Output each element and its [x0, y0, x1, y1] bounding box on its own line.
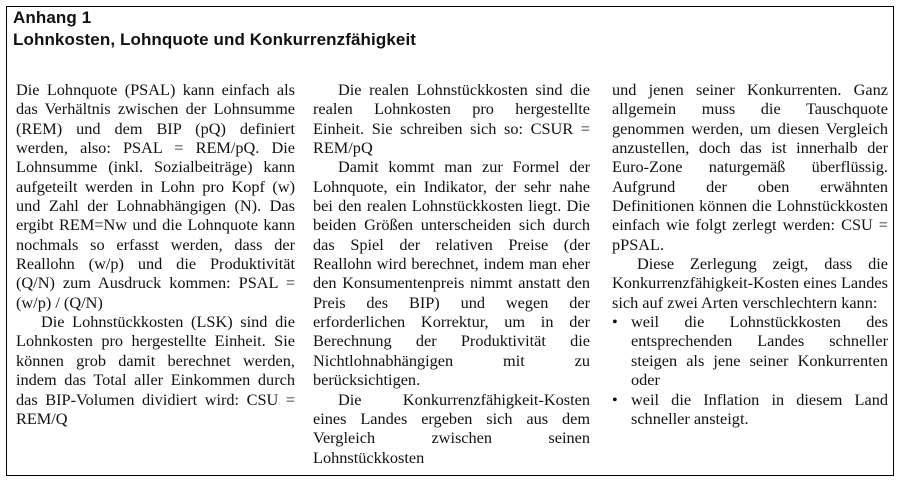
appendix-label: Anhang 1 — [13, 8, 92, 27]
bullet-icon: • — [612, 312, 618, 332]
bullet-icon: • — [612, 389, 618, 409]
paragraph: Damit kommt man zur Formel der Lohnquote, ein Indikator, der sehr nahe bei den realen Lohnstückkosten liegt. Die beiden Größen unterscheiden sich durch das Spiel der relativen Preise (der Reallohn wird berechnet, indem man eher den Konsumentenpreis nimmt anstatt den Preis des BIP) und wegen der erforderlichen Korrektur, um in der Berechnung der Produktivität die Nichtlohnabhängigen mit zu berücksichtigen. — [313, 157, 590, 390]
list-item — [612, 312, 888, 389]
text-column-2 — [313, 80, 590, 467]
text-column-3 — [612, 80, 888, 428]
list-item-text: weil die Lohnstückkosten des entsprechenden Landes schneller steigen als jene seiner Konkurrenten oder — [631, 312, 888, 390]
paragraph: Die realen Lohnstückkosten sind die realen Lohnkosten pro hergestellte Einheit. Sie schreiben sich so: CSUR = REM/pQ — [313, 80, 590, 158]
paragraph: Die Lohnstückkosten (LSK) sind die Lohnkosten pro hergestellte Einheit. Sie können grob damit berechnet werden, indem das Total aller Einkommen durch das BIP-Volumen dividiert wird: CSU = REM/Q — [16, 312, 295, 428]
paragraph: Die Lohnquote (PSAL) kann einfach als das Verhältnis zwischen der Lohnsumme (REM) und dem BIP (pQ) definiert werden, also: PSAL = REM/pQ. Die Lohnsumme (inkl. Sozialbeiträge) kann aufgeteilt werden in Lohn pro Kopf (w) und Zahl der Lohnabhängigen (N). Das ergibt REM=Nw und die Lohnquote kann nochmals so erfasst werden, dass der Reallohn (w/p) und die Produktivität (Q/N) zum Ausdruck kommen: PSAL = (w/p) / (Q/N) — [16, 80, 295, 312]
paragraph: und jenen seiner Konkurrenten. Ganz allgemein muss die Tauschquote genommen werden, um diesen Vergleich anzustellen, doch das ist innerhalb der Euro-Zone naturgemäß überflüssig. Aufgrund der oben erwähnten Definitionen können die Lohnstückkosten einfach wie folgt zerlegt werden: CSU = pPSAL. — [612, 80, 888, 254]
list-item-text: weil die Inflation in diesem Land schneller ansteigt. — [631, 389, 888, 428]
paragraph: Diese Zerlegung zeigt, dass die Konkurrenzfähigkeit-Kosten eines Landes sich auf zwei Arten verschlechtern kann: — [612, 254, 888, 312]
appendix-title: Lohnkosten, Lohnquote und Konkurrenzfähigkeit — [13, 30, 417, 49]
bullet-list — [612, 312, 888, 428]
text-column-1 — [16, 80, 295, 428]
paragraph: Die Konkurrenzfähigkeit-Kosten eines Landes ergeben sich aus dem Vergleich zwischen seinen Lohnstückkosten — [313, 389, 590, 467]
list-item — [612, 390, 888, 429]
